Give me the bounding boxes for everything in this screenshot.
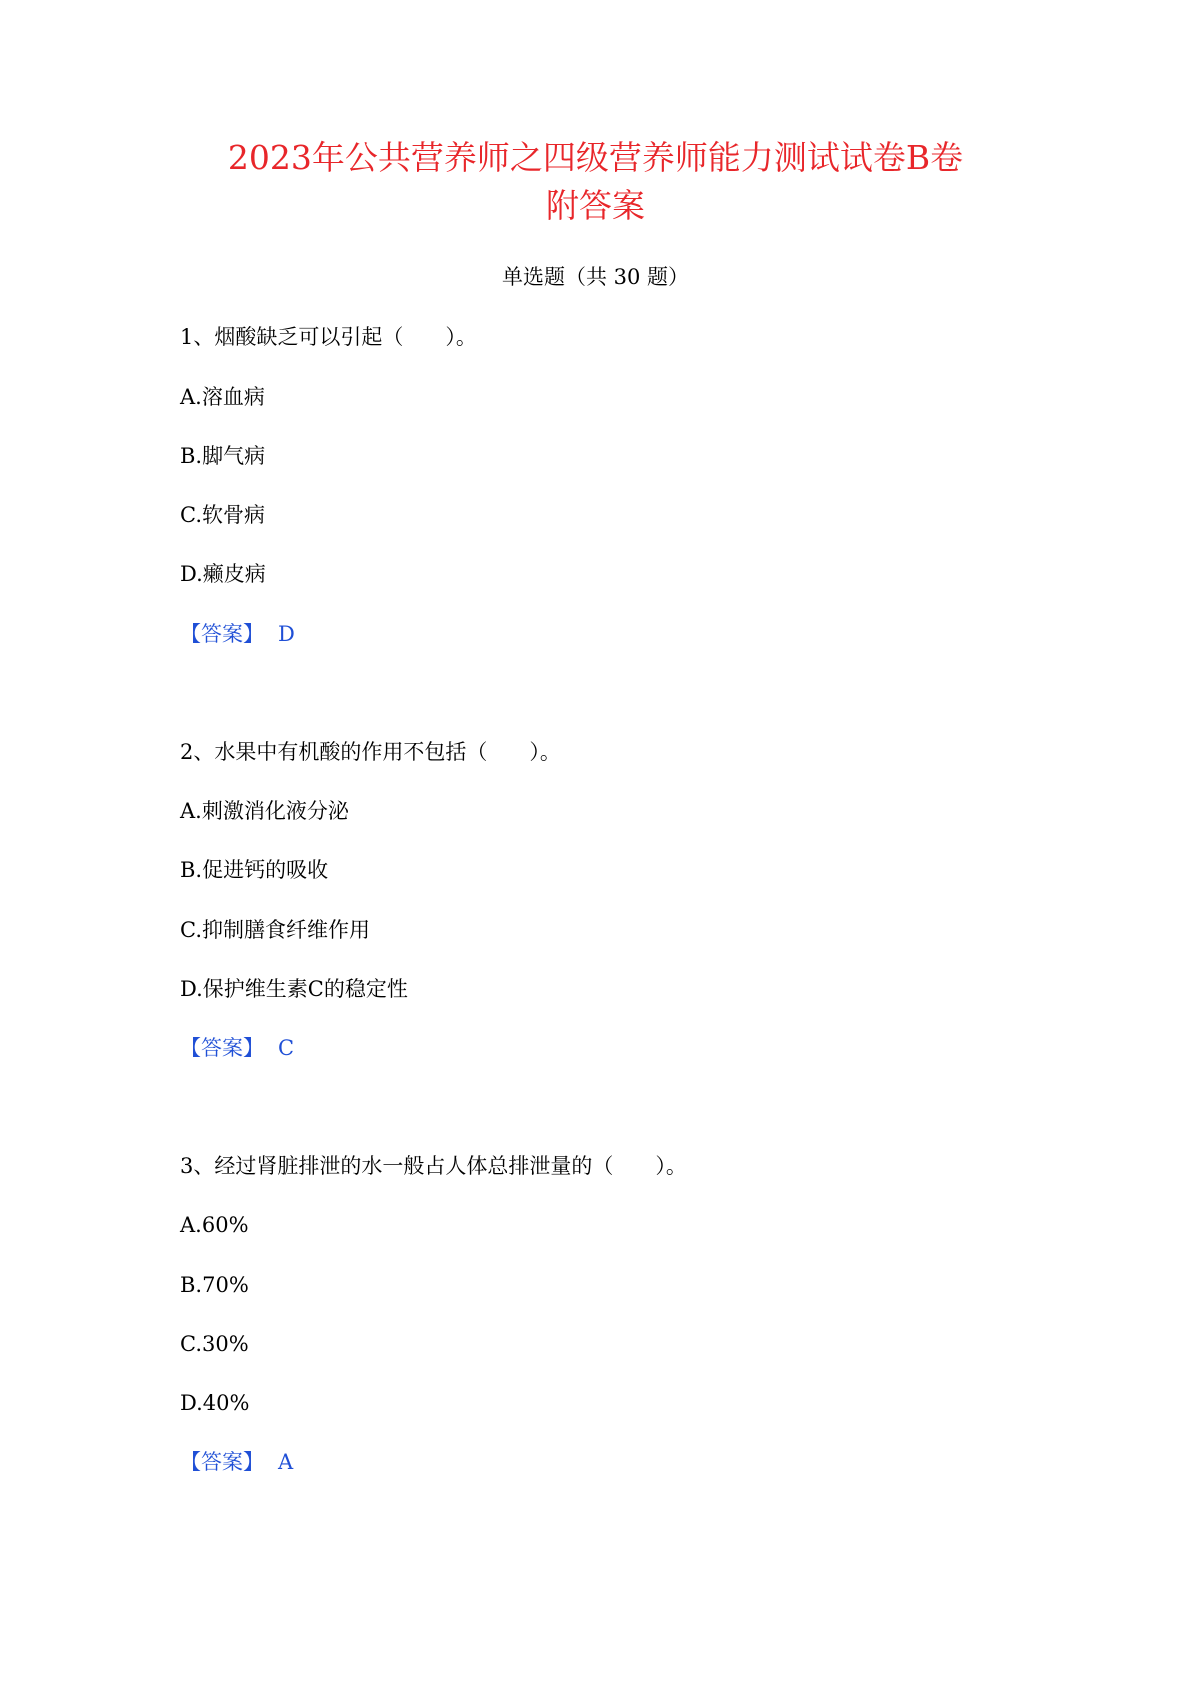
question-2-answer [180,1033,294,1063]
answer-value: A [278,1450,294,1474]
question-3-option-b: B.70% [180,1273,249,1297]
answer-label: 【答案】 [180,1036,264,1060]
question-3-option-a: A.60% [180,1213,249,1237]
question-1-option-d: D.癞皮病 [180,562,266,586]
question-2-option-a: A.刺激消化液分泌 [180,799,349,823]
question-2-option-b: B.促进钙的吸收 [180,858,329,882]
question-3-answer [180,1447,293,1477]
title-line-2: 附答案 [546,186,645,225]
question-3-option-c: C.30% [180,1332,249,1356]
answer-label: 【答案】 [180,1450,264,1474]
question-2-option-d: D.保护维生素C的稳定性 [180,977,408,1001]
question-2-stem: 2、水果中有机酸的作用不包括（ ）。 [180,740,561,764]
answer-value: C [278,1036,295,1060]
question-1-stem: 1、烟酸缺乏可以引起（ ）。 [180,325,477,349]
document-title [0,134,1191,230]
question-3-stem: 3、经过肾脏排泄的水一般占人体总排泄量的（ ）。 [180,1154,687,1178]
question-2-option-c: C.抑制膳食纤维作用 [180,918,370,942]
question-1-answer [180,619,295,649]
question-1-option-a: A.溶血病 [180,385,265,409]
section-heading: 单选题（共 30 题） [501,265,690,289]
answer-label: 【答案】 [180,622,264,646]
question-1-option-c: C.软骨病 [180,503,265,527]
question-3-option-d: D.40% [180,1391,250,1415]
question-1-option-b: B.脚气病 [180,444,266,468]
title-line-1: 2023年公共营养师之四级营养师能力测试试卷B卷 [227,138,964,177]
answer-value: D [278,622,295,646]
